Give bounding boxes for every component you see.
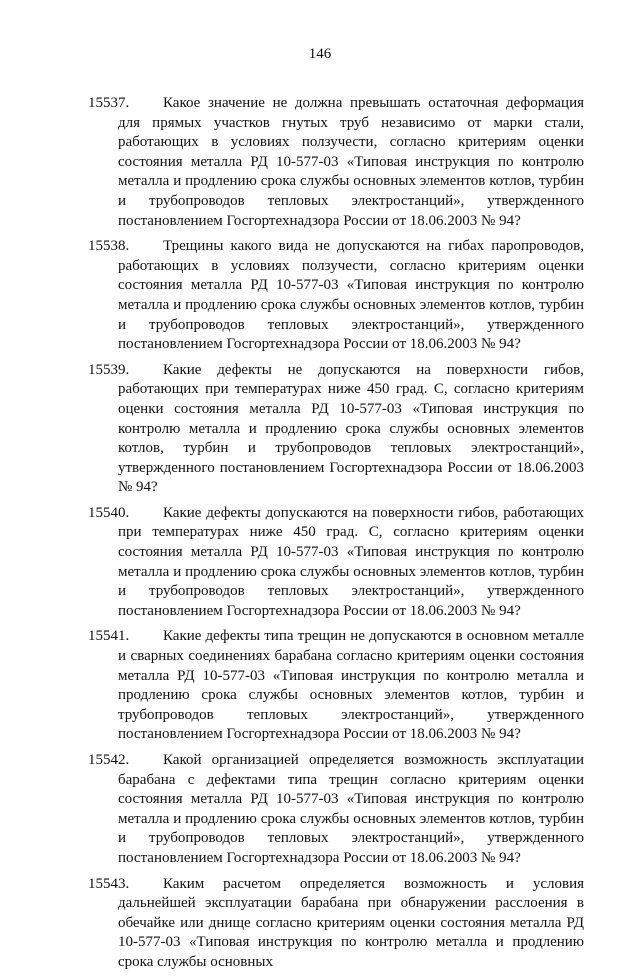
question-number: 15541. <box>88 628 130 645</box>
question-text: Трещины какого вида не допускаются на гибах паропроводов, работающих в условиях ползучести, согласно критериям оценки состояния металла РД 10-577-03 «Типовая инструкция по контролю металла и продлению срока службы основных элементов котлов, турбин и трубопроводов тепловых электростанций», утвержденного постановлением Госгортехнадзора России от 18.06.2003 № 94? <box>118 238 584 353</box>
question-item <box>88 237 584 355</box>
question-item <box>88 504 584 622</box>
question-number: 15543. <box>88 875 130 892</box>
question-number: 15537. <box>88 95 130 111</box>
question-text: Какие дефекты не допускаются на поверхности гибов, работающих при температурах ниже 450 град. С, согласно критериям оценки состояния металла РД 10-577-03 «Типовая инструкция по контролю металла и продлению срока службы основных элементов котлов, турбин и трубопроводов тепловых электростанций», утвержденного постановлением Госгортехнадзора России от 18.06.2003 № 94? <box>118 361 584 496</box>
question-text: Какое значение не должна превышать остаточная деформация для прямых участков гнутых труб независимо от марки стали, работающих в условиях ползучести, согласно критериям оценки состояния металла РД 10-577-03 «Типовая инструкция по контролю металла и продлению срока службы основных элементов котлов, турбин и трубопроводов тепловых электростанций», утвержденного постановлением Госгортехнадзора России от 18.06.2003 № 94? <box>118 95 584 229</box>
page-number: 146 <box>308 46 332 62</box>
question-item <box>88 751 584 869</box>
question-text: Какой организацией определяется возможность эксплуатации барабана с дефектами типа трещин согласно критериям оценки состояния металла РД 10-577-03 «Типовая инструкция по контролю металла и продлению срока службы основных элементов котлов, турбин и трубопроводов тепловых электростанций», утвержденного постановлением Госгортехнадзора России от 18.06.2003 № 94? <box>118 752 584 866</box>
question-number: 15540. <box>88 504 130 521</box>
question-text: Какие дефекты типа трещин не допускаются в основном металле и сварных соединениях барабана согласно критериям оценки состояния металла РД 10-577-03 «Типовая инструкция по контролю металла и продлению срока службы основных элементов котлов, турбин и трубопроводов тепловых электростанций», утвержденного постановлением Госгортехнадзора России от 18.06.2003 № 94? <box>118 628 584 743</box>
question-item <box>88 875 584 973</box>
question-text: Какие дефекты допускаются на поверхности гибов, работающих при температурах ниже 450 град. С, согласно критериям оценки состояния металла РД 10-577-03 «Типовая инструкция по контролю металла и продлению срока службы основных элементов котлов, турбин и трубопроводов тепловых электростанций», утвержденного постановлением Госгортехнадзора России от 18.06.2003 № 94? <box>118 504 584 619</box>
question-number: 15542. <box>88 752 130 768</box>
question-number: 15538. <box>88 238 130 255</box>
question-item <box>88 94 584 231</box>
question-text: Каким расчетом определяется возможность и условия дальнейшей эксплуатации барабана при обнаружении расслоения в обечайке или днище согласно критериям оценки состояния металла РД 10-577-03 «Типовая инструкция по контролю металла и продлению срока службы основных <box>118 875 584 970</box>
question-item <box>88 627 584 745</box>
question-list <box>88 94 584 979</box>
question-number: 15539. <box>88 361 130 378</box>
question-item <box>88 361 584 498</box>
